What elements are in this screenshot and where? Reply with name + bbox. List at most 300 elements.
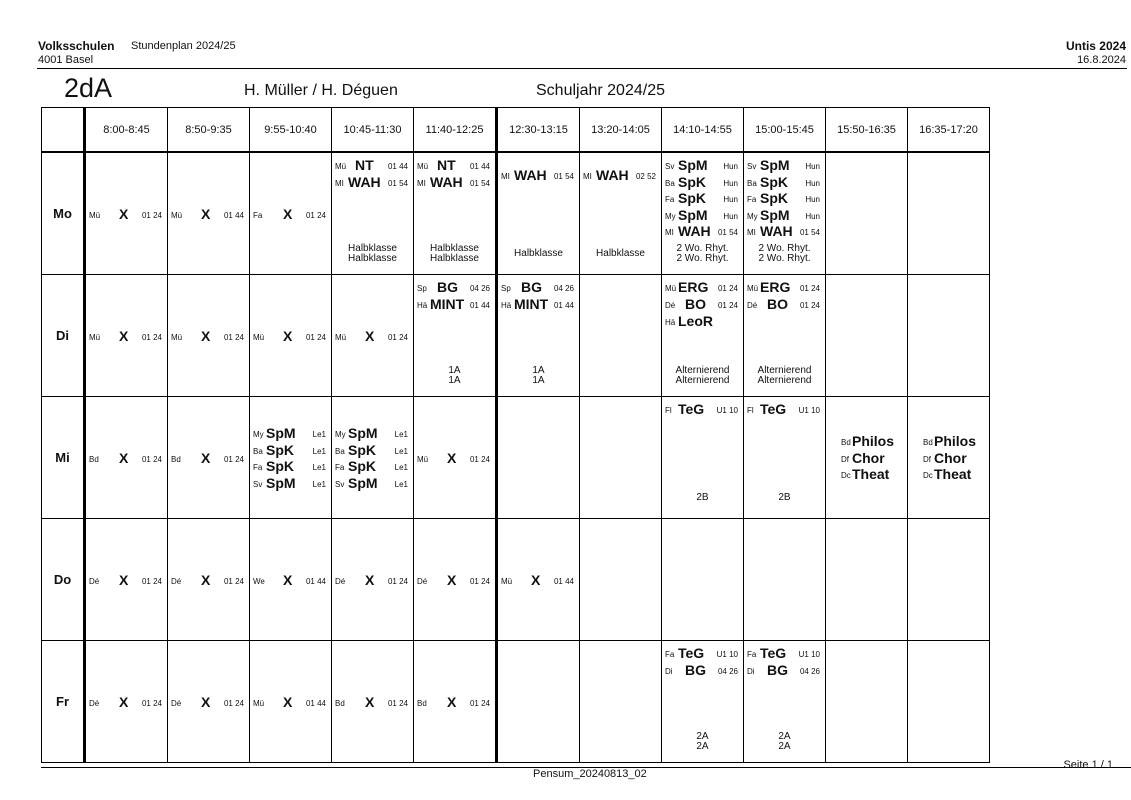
teacher-code: Fa xyxy=(747,650,757,659)
lesson-note: Alternierend xyxy=(757,365,812,376)
room-code: U1 10 xyxy=(798,406,820,415)
lesson-cell xyxy=(85,397,168,519)
lesson-note: Halbklasse xyxy=(514,248,563,259)
day-label: Di xyxy=(42,275,85,397)
room-code: 01 24 xyxy=(387,333,408,342)
subject-code: SpK xyxy=(266,441,294,458)
lesson-entry xyxy=(747,174,822,192)
subject-code: X xyxy=(365,328,375,344)
lesson-entry xyxy=(417,174,492,192)
teacher-code: Mü xyxy=(253,699,265,708)
subject-code: SpM xyxy=(348,474,378,491)
room-code: Hun xyxy=(723,162,738,171)
lesson-cell xyxy=(250,519,332,641)
lesson-entry xyxy=(829,450,904,468)
lesson-note: Alternierend xyxy=(675,365,730,376)
subject-code: SpK xyxy=(348,458,376,474)
teacher-code: Bd xyxy=(335,699,345,708)
teacher-code: Mü xyxy=(171,333,183,342)
lesson-cell xyxy=(414,519,497,641)
lesson-cell xyxy=(580,152,662,275)
lesson-cell xyxy=(826,641,908,763)
room-code: 01 54 xyxy=(387,179,408,188)
subject-code: X xyxy=(201,694,211,710)
teacher-code: Mü xyxy=(665,284,677,293)
lesson-note: 2A xyxy=(696,741,709,752)
lesson-note: Alternierend xyxy=(675,375,730,386)
room-code: 01 44 xyxy=(305,699,326,708)
teacher-code: Fl xyxy=(747,406,754,415)
teacher-code: Fa xyxy=(665,195,675,204)
lesson-entry xyxy=(747,279,822,297)
lesson-note: 1A xyxy=(448,365,461,376)
subject-code: X xyxy=(201,572,211,588)
lesson-cell xyxy=(662,152,744,275)
lesson-note: 2 Wo. Rhyt. xyxy=(676,243,729,254)
lesson-cell xyxy=(250,275,332,397)
time-slot-header: 9:55-10:40 xyxy=(250,108,332,153)
lesson-cell xyxy=(497,275,580,397)
room-code: U1 10 xyxy=(716,650,738,659)
lesson-entry xyxy=(747,207,822,225)
subject-code: SpK xyxy=(760,173,788,190)
lesson-cell xyxy=(662,397,744,519)
lesson-cell xyxy=(332,152,414,275)
room-code: 01 54 xyxy=(799,228,820,237)
subject-code: X xyxy=(119,328,129,344)
subject-code: Chor xyxy=(934,449,967,466)
time-slot-header: 14:10-14:55 xyxy=(662,108,744,153)
room-code: 01 24 xyxy=(717,284,738,293)
lesson-entry xyxy=(501,296,576,314)
lesson-cell xyxy=(662,275,744,397)
subject-code: SpK xyxy=(760,190,788,206)
subject-code: SpM xyxy=(760,157,790,173)
lesson-cell xyxy=(85,152,168,275)
lesson-entry xyxy=(665,157,740,175)
lesson-entry xyxy=(911,433,986,451)
lesson-cell xyxy=(85,641,168,763)
lesson-entry xyxy=(171,328,246,346)
day-label: Mo xyxy=(42,152,85,275)
room-code: Le1 xyxy=(394,430,408,439)
lesson-entry xyxy=(253,694,328,712)
subject-code: SpM xyxy=(760,206,790,223)
subject-code: TeG xyxy=(760,401,787,417)
lesson-note: 2B xyxy=(778,492,791,503)
subject-code: TeG xyxy=(760,645,787,661)
teacher-code: MI xyxy=(747,228,756,237)
room-code: 01 44 xyxy=(469,162,490,171)
lesson-note: Halbklasse xyxy=(348,253,397,264)
teacher-code: Bd xyxy=(417,699,427,708)
teacher-code: Sv xyxy=(665,162,675,171)
header-divider xyxy=(37,68,1127,69)
teacher-code: Mü xyxy=(253,333,265,342)
subject-code: X xyxy=(201,206,211,222)
lesson-cell xyxy=(744,275,826,397)
teacher-code: Ba xyxy=(747,178,757,188)
lesson-cell xyxy=(414,641,497,763)
lesson-entry xyxy=(335,174,410,192)
subject-code: SpM xyxy=(266,425,296,441)
lesson-cell xyxy=(414,275,497,397)
lesson-entry xyxy=(665,296,740,314)
lesson-cell xyxy=(826,519,908,641)
teacher-code: Mü xyxy=(335,162,347,171)
teacher-code: Mü xyxy=(89,333,101,342)
lesson-note: Halbklasse xyxy=(596,248,645,259)
teacher-code: Sv xyxy=(253,479,263,489)
lesson-cell xyxy=(908,152,990,275)
teacher-code: MI xyxy=(417,179,426,188)
subject-code: NT xyxy=(437,157,456,173)
room-code: 01 24 xyxy=(799,301,820,310)
lesson-entry xyxy=(911,466,986,484)
lesson-cell xyxy=(908,519,990,641)
lesson-entry xyxy=(417,694,492,712)
teacher-code: Fa xyxy=(253,463,263,472)
room-code: 04 26 xyxy=(799,667,820,676)
timetable-body xyxy=(42,152,990,763)
lesson-entry xyxy=(171,450,246,468)
school-block xyxy=(38,40,114,67)
subject-code: BG xyxy=(685,662,706,678)
day-row xyxy=(42,397,990,519)
day-row xyxy=(42,641,990,763)
lesson-entry xyxy=(747,645,822,663)
lesson-note: 1A xyxy=(532,365,545,376)
time-slot-header: 11:40-12:25 xyxy=(414,108,497,153)
lesson-entry xyxy=(829,466,904,484)
lesson-entry xyxy=(747,190,822,208)
teacher-code: MI xyxy=(335,179,344,188)
subject-code: X xyxy=(201,328,211,344)
lesson-cell xyxy=(744,397,826,519)
teacher-code: My xyxy=(747,211,758,221)
lesson-cell xyxy=(744,641,826,763)
subject-code: X xyxy=(283,572,293,588)
lesson-cell xyxy=(580,397,662,519)
lesson-entry xyxy=(665,190,740,208)
room-code: Hun xyxy=(805,211,820,221)
lesson-entry xyxy=(335,425,410,443)
subject-code: BG xyxy=(437,279,458,295)
lesson-entry xyxy=(335,475,410,493)
lesson-cell xyxy=(85,275,168,397)
subject-code: SpK xyxy=(266,458,294,474)
teacher-code: Di xyxy=(747,667,755,676)
room-code: 04 26 xyxy=(469,284,490,293)
teacher-code: Ba xyxy=(665,178,675,188)
teacher-code: Fl xyxy=(665,406,672,415)
lesson-entry xyxy=(417,572,492,590)
room-code: 01 24 xyxy=(305,333,326,342)
teacher-code: Dé xyxy=(417,577,428,586)
subject-code: SpM xyxy=(678,157,708,173)
lesson-entry xyxy=(665,313,740,331)
room-code: U1 10 xyxy=(798,650,820,659)
room-code: 01 24 xyxy=(141,699,162,708)
subject-code: X xyxy=(119,206,129,222)
room-code: 01 44 xyxy=(553,301,574,310)
subject-code: SpM xyxy=(266,474,296,491)
teacher-code: Sp xyxy=(417,284,427,293)
school-name: Volksschulen xyxy=(38,39,115,53)
time-slot-header: 12:30-13:15 xyxy=(497,108,580,153)
time-slot-header: 15:50-16:35 xyxy=(826,108,908,153)
room-code: 01 24 xyxy=(223,455,244,464)
lesson-entry xyxy=(89,328,164,346)
room-code: Le1 xyxy=(394,446,408,456)
teacher-code: Di xyxy=(665,667,673,676)
subject-code: X xyxy=(283,328,293,344)
teacher-code: Dc xyxy=(841,471,851,480)
room-code: Hun xyxy=(805,195,820,204)
subject-code: TeG xyxy=(678,645,705,661)
subject-code: X xyxy=(531,572,541,588)
doc-type: Stundenplan 2024/25 xyxy=(131,40,236,52)
teacher-code: MI xyxy=(583,172,592,181)
subject-code: WAH xyxy=(430,174,463,190)
lesson-entry xyxy=(665,174,740,192)
lesson-cell xyxy=(497,397,580,519)
subject-code: BO xyxy=(767,296,788,312)
lesson-note: 2A xyxy=(778,731,791,742)
room-code: 01 24 xyxy=(223,333,244,342)
teacher-code: We xyxy=(253,577,265,586)
teacher-code: Mü xyxy=(89,211,101,220)
lesson-entry xyxy=(747,296,822,314)
room-code: 01 44 xyxy=(469,301,490,310)
lesson-cell xyxy=(250,152,332,275)
lesson-cell xyxy=(332,397,414,519)
day-label: Do xyxy=(42,519,85,641)
lesson-cell xyxy=(908,275,990,397)
subject-code: Theat xyxy=(852,466,890,482)
lesson-cell xyxy=(168,519,250,641)
lesson-entry xyxy=(253,206,328,224)
room-code: Hun xyxy=(723,195,738,204)
lesson-entry xyxy=(911,450,986,468)
room-code: 01 24 xyxy=(305,211,326,220)
lesson-cell xyxy=(580,641,662,763)
subject-code: ERG xyxy=(760,279,791,295)
lesson-note: 1A xyxy=(532,375,545,386)
lesson-entry xyxy=(501,572,576,590)
lesson-entry xyxy=(253,572,328,590)
teacher-code: Fa xyxy=(665,650,675,659)
teacher-code: Mü xyxy=(501,577,513,586)
subject-code: X xyxy=(283,694,293,710)
lesson-entry xyxy=(89,572,164,590)
room-code: 04 26 xyxy=(553,284,574,293)
lesson-cell xyxy=(744,519,826,641)
room-code: 01 54 xyxy=(717,228,738,237)
room-code: 01 24 xyxy=(387,699,408,708)
room-code: 01 24 xyxy=(469,455,490,464)
room-code: 01 24 xyxy=(141,211,162,220)
time-slot-header: 8:50-9:35 xyxy=(168,108,250,153)
room-code: Le1 xyxy=(394,479,408,489)
subject-code: SpK xyxy=(678,190,706,206)
lesson-cell xyxy=(908,397,990,519)
lesson-entry xyxy=(253,458,328,476)
lesson-entry xyxy=(89,694,164,712)
lesson-cell xyxy=(744,152,826,275)
lesson-cell xyxy=(497,641,580,763)
lesson-entry xyxy=(89,450,164,468)
time-slot-header: 15:00-15:45 xyxy=(744,108,826,153)
teacher-code: Bd xyxy=(89,455,99,464)
lesson-note: 2 Wo. Rhyt. xyxy=(758,243,811,254)
teacher-code: My xyxy=(665,211,676,221)
subject-code: WAH xyxy=(678,223,711,239)
lesson-entry xyxy=(665,223,740,241)
lesson-cell xyxy=(332,275,414,397)
room-code: 02 52 xyxy=(635,172,656,181)
room-code: 01 24 xyxy=(141,455,162,464)
subject-code: X xyxy=(447,572,457,588)
lesson-cell xyxy=(168,397,250,519)
room-code: 01 44 xyxy=(305,577,326,586)
teacher-code: Sv xyxy=(335,479,345,489)
lesson-entry xyxy=(171,572,246,590)
lesson-cell xyxy=(662,519,744,641)
day-row xyxy=(42,152,990,275)
lesson-entry xyxy=(89,206,164,224)
room-code: 01 24 xyxy=(141,577,162,586)
subject-code: X xyxy=(119,694,129,710)
teacher-code: My xyxy=(335,430,346,439)
teacher-code: Df xyxy=(841,454,849,464)
subject-code: Chor xyxy=(852,449,885,466)
lesson-entry xyxy=(501,167,576,185)
lesson-entry xyxy=(665,662,740,680)
lesson-cell xyxy=(332,519,414,641)
lesson-cell xyxy=(826,397,908,519)
day-row xyxy=(42,275,990,397)
lesson-entry xyxy=(417,279,492,297)
lesson-entry xyxy=(417,296,492,314)
lesson-entry xyxy=(335,458,410,476)
teacher-code: Bd xyxy=(171,455,181,464)
subject-code: SpM xyxy=(678,206,708,223)
lesson-cell xyxy=(908,641,990,763)
subject-code: WAH xyxy=(760,223,793,239)
subject-code: WAH xyxy=(514,167,547,183)
room-code: Le1 xyxy=(312,430,326,439)
teacher-code: Dé xyxy=(747,301,758,310)
lesson-entry xyxy=(335,572,410,590)
teacher-code: Mü xyxy=(747,284,759,293)
room-code: 01 54 xyxy=(469,179,490,188)
print-date: 16.8.2024 xyxy=(1077,54,1126,66)
lesson-note: Alternierend xyxy=(757,375,812,386)
lesson-entry xyxy=(747,401,822,419)
teacher-code: Sv xyxy=(747,162,757,171)
time-slot-header: 10:45-11:30 xyxy=(332,108,414,153)
time-slot-header: 13:20-14:05 xyxy=(580,108,662,153)
lesson-note: 1A xyxy=(448,375,461,386)
app-block xyxy=(1066,40,1126,67)
lesson-entry xyxy=(335,442,410,460)
room-code: 04 26 xyxy=(717,667,738,676)
lesson-entry xyxy=(665,207,740,225)
subject-code: X xyxy=(283,206,293,222)
lesson-note: 2 Wo. Rhyt. xyxy=(676,253,729,264)
teacher-code: Df xyxy=(923,454,931,464)
lesson-entry xyxy=(253,442,328,460)
teacher-code: Bd xyxy=(923,438,933,447)
teacher-code: Fa xyxy=(253,211,263,220)
room-code: 01 24 xyxy=(469,699,490,708)
teacher-code: My xyxy=(253,430,264,439)
subject-code: Philos xyxy=(934,433,977,449)
teacher-code: Dé xyxy=(171,699,182,708)
lesson-entry xyxy=(665,401,740,419)
subject-code: X xyxy=(447,694,457,710)
teacher-code: Fa xyxy=(747,195,757,204)
room-code: 01 24 xyxy=(141,333,162,342)
room-code: Le1 xyxy=(312,463,326,472)
teacher-code: Mü xyxy=(417,455,429,464)
subject-code: ERG xyxy=(678,279,709,295)
lesson-cell xyxy=(414,397,497,519)
lesson-entry xyxy=(417,450,492,468)
subject-code: X xyxy=(119,450,129,466)
subject-code: X xyxy=(365,694,375,710)
teacher-code: Sp xyxy=(501,284,511,293)
lesson-cell xyxy=(826,275,908,397)
subject-code: SpK xyxy=(348,441,376,458)
lesson-cell xyxy=(168,152,250,275)
lesson-cell xyxy=(662,641,744,763)
teacher-code: Mü xyxy=(171,211,183,220)
teacher-code: Dé xyxy=(89,577,100,586)
subject-code: NT xyxy=(355,157,374,173)
lesson-cell xyxy=(497,152,580,275)
timetable xyxy=(41,107,990,763)
room-code: U1 10 xyxy=(716,406,738,415)
app-name: Untis 2024 xyxy=(1065,39,1126,53)
room-code: 01 44 xyxy=(553,577,574,586)
lesson-entry xyxy=(253,475,328,493)
subject-code: X xyxy=(365,572,375,588)
class-teachers: H. Müller / H. Déguen xyxy=(244,82,398,99)
lesson-entry xyxy=(747,662,822,680)
teacher-code: Hä xyxy=(501,301,512,310)
room-code: 01 54 xyxy=(553,172,574,181)
lesson-note: Halbklasse xyxy=(348,243,397,254)
lesson-entry xyxy=(335,328,410,346)
subject-code: WAH xyxy=(348,174,381,190)
room-code: Le1 xyxy=(312,479,326,489)
subject-code: LeoR xyxy=(678,313,713,329)
school-year: Schuljahr 2024/25 xyxy=(536,82,665,99)
room-code: 01 24 xyxy=(717,301,738,310)
lesson-entry xyxy=(253,425,328,443)
teacher-code: Dé xyxy=(335,577,346,586)
subject-code: X xyxy=(201,450,211,466)
teacher-code: Hä xyxy=(665,318,676,327)
lesson-cell xyxy=(168,641,250,763)
lesson-note: 2A xyxy=(778,741,791,752)
subject-code: X xyxy=(447,450,457,466)
room-code: 01 24 xyxy=(223,699,244,708)
page-number: Seite 1 / 1 xyxy=(1063,759,1113,771)
subject-code: SpM xyxy=(348,425,378,441)
